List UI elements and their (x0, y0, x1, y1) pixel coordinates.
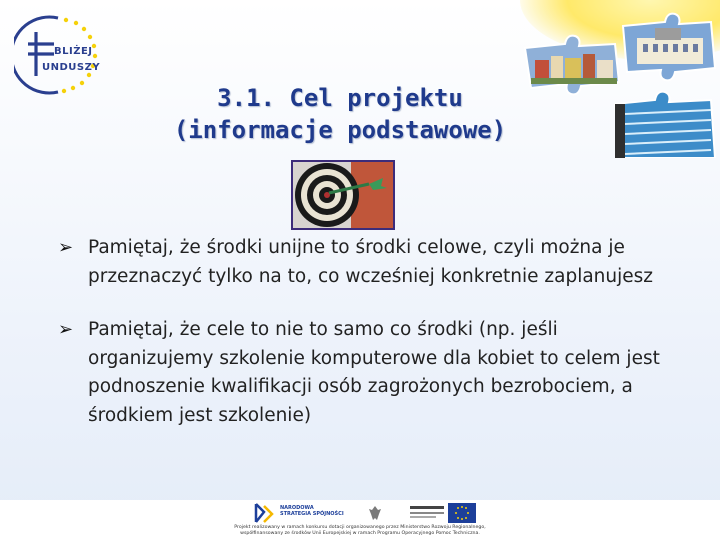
footer-line1: Projekt realizowany w ramach konkursu dotacji organizowanego przez Ministerstwo Rozwoju Regionalnego, (234, 525, 486, 530)
logo-line2: UNDUSZY (42, 62, 101, 73)
arrow-bullet-icon: ➢ (58, 319, 74, 340)
polish-eagle-icon (368, 504, 382, 522)
puzzle-piece-palace (623, 14, 715, 81)
blizej-funduszy-logo (14, 14, 114, 96)
footer-text (160, 525, 560, 537)
eu-ministry-logo-icon (410, 504, 444, 522)
title-line1: 3.1. Cel projektu (217, 84, 463, 112)
puzzle-piece-town (525, 36, 619, 95)
footer-line2: współfinansowany ze środków Unii Europejskiej w ramach Programu Operacyjnego Pomoc Techniczna. (240, 531, 480, 536)
nss-logo-line1: NARODOWA (280, 505, 314, 511)
slide-title (100, 82, 580, 146)
puzzle-piece-pool (615, 92, 715, 158)
bullet-text: Pamiętaj, że cele to nie to samo co środki (np. jeśli organizujemy szkolenie komputerowe dla kobiet to celem jest podnoszenie kwalifikacji osób zagrożonych bezrobociem, a środkiem jest szkolenie) (88, 319, 660, 426)
footer (0, 500, 720, 540)
bullet-list (58, 234, 678, 455)
bullet-item (58, 234, 678, 291)
logo-line1: BLIŻEJ (54, 46, 93, 57)
eu-flag-icon (448, 503, 476, 523)
footer-logos (250, 502, 520, 524)
puzzle-photo-pieces (515, 8, 720, 158)
nss-logo-icon (250, 502, 280, 524)
bullet-item (58, 316, 678, 430)
nss-logo-line2: STRATEGIA SPÓJNOŚCI (280, 511, 344, 517)
arrow-bullet-icon: ➢ (58, 237, 74, 258)
title-line2: (informacje podstawowe) (173, 116, 507, 144)
bullet-text: Pamiętaj, że środki unijne to środki celowe, czyli można je przeznaczyć tylko na to, co wcześniej konkretnie zaplanujesz (88, 237, 653, 287)
dartboard-image (291, 160, 395, 230)
